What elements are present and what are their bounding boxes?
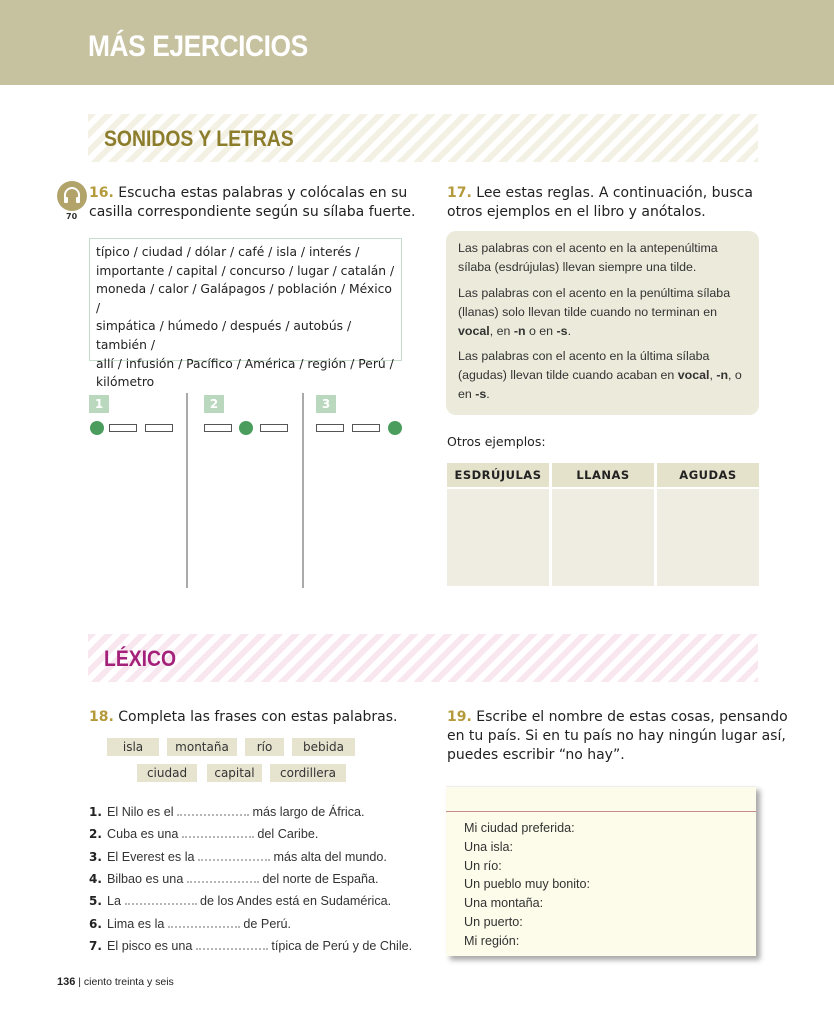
sentence-4: [89, 871, 379, 886]
word-list-box: [89, 238, 402, 390]
word-list-line: simpática / húmedo / después / autobús / también /: [96, 319, 352, 352]
syllable-box: [316, 424, 344, 432]
blank-input[interactable]: [187, 871, 259, 883]
sentence-7: [89, 938, 412, 953]
word-list-line: típico / ciudad / dólar / café / isla / interés /: [96, 245, 360, 259]
rule-text: , o: [728, 368, 742, 382]
table-header-agudas: AGUDAS: [657, 463, 759, 487]
stressed-syllable-dot: [90, 421, 104, 435]
rule-esdrujulas: [458, 239, 747, 277]
table-header-llanas: LLANAS: [552, 463, 654, 487]
table-cell-llanas[interactable]: [552, 489, 654, 586]
column-divider: [302, 393, 304, 588]
notepad-margin-line: [446, 811, 756, 812]
word-chip: bebida: [292, 738, 355, 756]
exercise-19-number: 19.: [447, 709, 472, 725]
sentence-2: [89, 826, 318, 841]
sentence-start: Lima es la: [107, 917, 165, 931]
rule-agudas: [458, 347, 747, 404]
sentence-6: [89, 916, 291, 931]
table-cell-agudas[interactable]: [657, 489, 759, 586]
rule-line: (llanas) solo llevan tilde cuando no terminan en: [458, 304, 717, 319]
syllable-box: [260, 424, 288, 432]
blank-input[interactable]: [198, 849, 270, 861]
header-bar: [0, 0, 834, 85]
sentence-number: 6.: [89, 917, 102, 931]
notepad-item[interactable]: Un río:: [464, 858, 502, 873]
sentence-end: del norte de España.: [262, 872, 379, 886]
word-list-line: kilómetro: [96, 375, 155, 390]
sentence-end: típica de Perú y de Chile.: [271, 939, 413, 953]
notepad-item[interactable]: Mi región:: [464, 933, 520, 948]
exercise-19-line2: en tu país. Si en tu país no hay ningún lugar así,: [447, 728, 786, 744]
sentence-end: del Caribe.: [257, 827, 319, 841]
rule-line: sílaba (esdrújulas) llevan siempre una tilde.: [458, 260, 697, 274]
exercise-16-number: 16.: [89, 185, 114, 201]
syllable-box: [109, 424, 137, 432]
sentence-start: Bilbao es una: [107, 872, 184, 886]
exercise-18-number: 18.: [89, 709, 114, 725]
sentence-number: 2.: [89, 827, 102, 841]
rule-line: Las palabras con el acento en la última sílaba: [458, 349, 710, 363]
column-divider: [186, 393, 188, 588]
rule-text: ,: [709, 368, 717, 382]
table-header-esdrujulas: ESDRÚJULAS: [447, 463, 549, 487]
exercise-16-line1: Escucha estas palabras y colócalas en su: [118, 185, 408, 201]
exercise-18-text: Completa las frases con estas palabras.: [118, 709, 398, 725]
notepad-items: [464, 819, 590, 951]
notepad-item[interactable]: Un puerto:: [464, 914, 523, 929]
syllable-box: [204, 424, 232, 432]
otros-ejemplos-label: Otros ejemplos:: [447, 434, 546, 449]
exercise-18-instructions: [89, 708, 398, 727]
sentence-number: 3.: [89, 850, 102, 864]
exercise-19-instructions: [447, 708, 788, 765]
sentence-start: El pisco es una: [107, 939, 193, 953]
exercise-19-line1: Escribe el nombre de estas cosas, pensando: [476, 709, 788, 725]
column-label-2: 2: [204, 395, 224, 413]
exercise-17-line2: otros ejemplos en el libro y anótalos.: [447, 204, 706, 220]
sentence-end: de Perú.: [243, 917, 292, 931]
rule-bold: -s: [556, 323, 568, 338]
rule-text: en: [458, 387, 476, 401]
column-label-3: 3: [316, 395, 336, 413]
sentence-1: [89, 804, 365, 819]
rule-bold: vocal: [458, 323, 490, 338]
section-title-lexico: LÉXICO: [104, 646, 177, 671]
sentence-3: [89, 849, 387, 864]
blank-input[interactable]: [196, 938, 268, 950]
section-title-sonidos: SONIDOS Y LETRAS: [104, 126, 294, 151]
rule-text: (agudas) llevan tilde cuando acaban en: [458, 368, 678, 382]
word-list-line: importante / capital / concurso / lugar / catalán /: [96, 263, 395, 278]
sentence-number: 4.: [89, 872, 102, 886]
rule-bold: vocal: [677, 368, 710, 382]
word-chip: capital: [207, 764, 262, 782]
table-cell-esdrujulas[interactable]: [447, 489, 549, 586]
exercise-17-number: 17.: [447, 185, 472, 201]
rule-text: , en: [489, 323, 514, 338]
rules-box: [446, 231, 759, 415]
rule-line: Las palabras con el acento en la penúltima sílaba: [458, 285, 731, 300]
sentence-start: La: [107, 894, 122, 908]
sentence-5: [89, 893, 391, 908]
rule-text: .: [567, 323, 572, 338]
word-list-line: allí / infusión / Pacífico / América / región / Perú /: [96, 356, 394, 371]
blank-input[interactable]: [182, 826, 254, 838]
syllable-box: [145, 424, 173, 432]
stressed-syllable-dot: [239, 421, 253, 435]
notepad-item[interactable]: Una montaña:: [464, 896, 544, 911]
sentence-end: de los Andes está en Sudamérica.: [200, 894, 392, 908]
headphones-icon: [62, 186, 82, 206]
syllable-box: [352, 424, 380, 432]
rule-text: .: [486, 387, 490, 401]
word-chip: isla: [107, 738, 159, 756]
page-number-words: | ciento treinta y seis: [75, 976, 174, 988]
sentence-start: El Everest es la: [107, 850, 195, 864]
sentence-number: 5.: [89, 894, 102, 908]
column-label-1: 1: [89, 395, 109, 413]
examples-table: [447, 463, 759, 586]
rule-text: o en: [525, 323, 557, 338]
word-list-line: moneda / calor / Galápagos / población / México /: [96, 282, 392, 315]
section-lexico: [88, 634, 758, 682]
exercise-19-line3: puedes escribir “no hay”.: [447, 747, 625, 763]
rule-line: Las palabras con el acento en la antepenúltima: [458, 241, 718, 255]
word-chip: montaña: [167, 738, 237, 756]
exercise-17-instructions: [447, 184, 753, 222]
notepad: [446, 786, 756, 956]
page-number: 136: [57, 976, 76, 988]
sentence-end: más alta del mundo.: [273, 850, 387, 864]
rule-bold: -s: [475, 387, 487, 401]
blank-input[interactable]: [168, 916, 240, 928]
word-chip: ciudad: [137, 764, 197, 782]
stressed-syllable-dot: [388, 421, 402, 435]
notepad-item[interactable]: Una isla:: [464, 839, 513, 854]
sentence-number: 1.: [89, 805, 102, 819]
audio-headphones-icon[interactable]: [57, 181, 87, 211]
audio-track-number: 70: [66, 212, 78, 221]
blank-input[interactable]: [125, 893, 197, 905]
notepad-item[interactable]: Mi ciudad preferida:: [464, 821, 575, 835]
page-title: MÁS EJERCICIOS: [88, 30, 308, 63]
exercise-17-line1: Lee estas reglas. A continuación, busca: [476, 185, 753, 201]
sentence-start: El Nilo es el: [107, 805, 174, 819]
rule-bold: -n: [716, 368, 729, 382]
exercise-16-line2: casilla correspondiente según su sílaba fuerte.: [89, 204, 416, 220]
rule-bold: -n: [513, 323, 526, 338]
notepad-item[interactable]: Un pueblo muy bonito:: [464, 877, 591, 892]
word-chip: río: [245, 738, 284, 756]
rule-llanas: [458, 284, 747, 341]
sentence-number: 7.: [89, 939, 102, 953]
section-sonidos-y-letras: [88, 114, 758, 162]
word-chip: cordillera: [270, 764, 346, 782]
blank-input[interactable]: [177, 804, 249, 816]
exercise-16-instructions: [89, 184, 415, 222]
sentence-end: más largo de África.: [252, 805, 365, 819]
sentence-start: Cuba es una: [107, 827, 179, 841]
page-footer: [57, 976, 174, 988]
